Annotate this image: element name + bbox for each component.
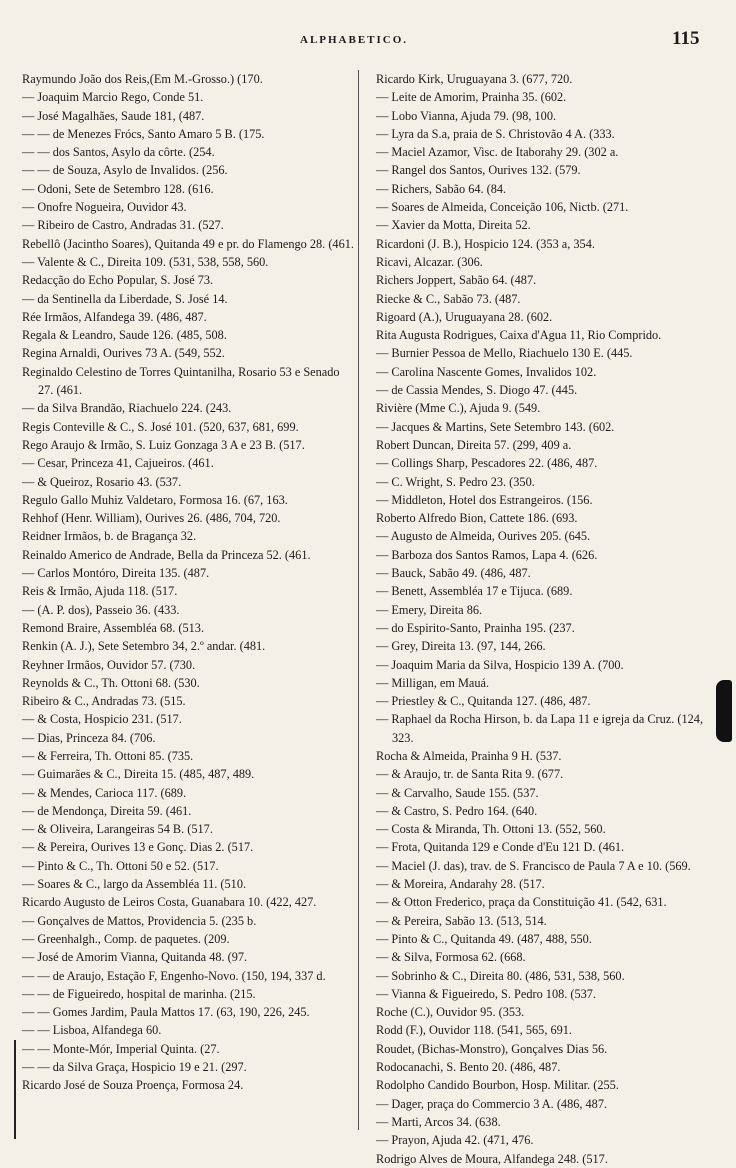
right-column bbox=[376, 70, 706, 1166]
directory-entry: Renkin (A. J.), Sete Setembro 34, 2.º andar. (481. bbox=[22, 639, 266, 654]
directory-entry: — Leite de Amorim, Prainha 35. (602. bbox=[376, 90, 567, 105]
directory-entry: Riecke & C., Sabão 73. (487. bbox=[376, 291, 521, 306]
directory-entry: — Lyra da S.a, praia de S. Christovão 4 A. (333. bbox=[376, 126, 615, 141]
directory-entry: — — de Araujo, Estação F, Engenho-Novo. (150, 194, 337 d. bbox=[22, 968, 326, 983]
directory-entry: — Collings Sharp, Pescadores 22. (486, 487. bbox=[376, 456, 598, 471]
directory-entry: — Dias, Princeza 84. (706. bbox=[22, 730, 156, 745]
directory-entry: — Pinto & C., Th. Ottoni 50 e 52. (517. bbox=[22, 858, 219, 873]
directory-entry: — Pinto & C., Quitanda 49. (487, 488, 550. bbox=[376, 931, 592, 946]
directory-entry: Rodolpho Candido Bourbon, Hosp. Militar. (255. bbox=[376, 1078, 619, 1093]
directory-entry: — & Moreira, Andarahy 28. (517. bbox=[376, 877, 545, 892]
directory-entry: — da Sentinella da Liberdade, S. José 14. bbox=[22, 291, 228, 306]
directory-entry: — José Magalhães, Saude 181, (487. bbox=[22, 108, 205, 123]
directory-entry: — Raphael da Rocha Hirson, b. da Lapa 11 e igreja da Cruz. (124, 323. bbox=[376, 712, 704, 745]
directory-entry: Remond Braire, Assembléa 68. (513. bbox=[22, 620, 205, 635]
directory-entry: Ricardoni (J. B.), Hospicio 124. (353 a, 354. bbox=[376, 236, 595, 251]
directory-entry: — Maciel (J. das), trav. de S. Francisco de Paula 7 A e 10. (569. bbox=[376, 858, 691, 873]
directory-entry: Rehhof (Henr. William), Ourives 26. (486, 704, 720. bbox=[22, 511, 281, 526]
page-number: 115 bbox=[672, 28, 700, 49]
directory-entry: — Middleton, Hotel dos Estrangeiros. (156. bbox=[376, 492, 593, 507]
page-header bbox=[0, 28, 736, 54]
directory-entry: Rocha & Almeida, Prainha 9 H. (537. bbox=[376, 748, 562, 763]
directory-entry: — Joaquim Marcio Rego, Conde 51. bbox=[22, 90, 204, 105]
directory-entry: — — dos Santos, Asylo da côrte. (254. bbox=[22, 145, 215, 160]
directory-entry: — — Lisboa, Alfandega 60. bbox=[22, 1023, 162, 1038]
directory-entry: — de Cassia Mendes, S. Diogo 47. (445. bbox=[376, 383, 578, 398]
running-title: ALPHABETICO. bbox=[300, 34, 409, 46]
directory-entry: — Xavier da Motta, Direita 52. bbox=[376, 218, 531, 233]
directory-entry: — Richers, Sabão 64. (84. bbox=[376, 181, 507, 196]
directory-entry: — & Otton Frederico, praça da Constituição 41. (542, 631. bbox=[376, 895, 667, 910]
directory-entry: Ricardo José de Souza Proença, Formosa 24. bbox=[22, 1078, 244, 1093]
directory-entry: Ricavi, Alcazar. (306. bbox=[376, 254, 483, 269]
directory-entry: Reis & Irmão, Ajuda 118. (517. bbox=[22, 584, 178, 599]
directory-entry: — Lobo Vianna, Ajuda 79. (98, 100. bbox=[376, 108, 557, 123]
directory-entry: Rée Irmãos, Alfandega 39. (486, 487. bbox=[22, 309, 207, 324]
directory-entry: — Cesar, Princeza 41, Cajueiros. (461. bbox=[22, 456, 214, 471]
directory-entry: — — de Menezes Frócs, Santo Amaro 5 B. (175. bbox=[22, 126, 265, 141]
directory-entry: Rego Araujo & Irmão, S. Luiz Gonzaga 3 A e 23 B. (517. bbox=[22, 437, 305, 452]
directory-entry: — Gonçalves de Mattos, Providencia 5. (235 b. bbox=[22, 913, 257, 928]
directory-entry: — Guimarães & C., Direita 15. (485, 487, 489. bbox=[22, 767, 255, 782]
directory-entry: Regis Conteville & C., S. José 101. (520, 637, 681, 699. bbox=[22, 419, 299, 434]
directory-entry: Ricardo Augusto de Leiros Costa, Guanabara 10. (422, 427. bbox=[22, 895, 317, 910]
directory-entry: — Soares de Almeida, Conceição 106, Nictb. (271. bbox=[376, 200, 629, 215]
directory-entry: — (A. P. dos), Passeio 36. (433. bbox=[22, 602, 180, 617]
directory-entry: Redacção do Echo Popular, S. José 73. bbox=[22, 273, 214, 288]
directory-entry: — & Mendes, Carioca 117. (689. bbox=[22, 785, 187, 800]
directory-entry: — Frota, Quitanda 129 e Conde d'Eu 121 D. (461. bbox=[376, 840, 625, 855]
directory-entry: — Soares & C., largo da Assembléa 11. (510. bbox=[22, 877, 247, 892]
left-column bbox=[22, 70, 354, 1130]
directory-entry: — & Costa, Hospicio 231. (517. bbox=[22, 712, 182, 727]
directory-entry: — & Castro, S. Pedro 164. (640. bbox=[376, 803, 538, 818]
directory-entry: — Benett, Assembléa 17 e Tijuca. (689. bbox=[376, 584, 573, 599]
directory-entry: — & Queiroz, Rosario 43. (537. bbox=[22, 474, 182, 489]
directory-entry: — — Gomes Jardim, Paula Mattos 17. (63, 190, 226, 245. bbox=[22, 1005, 310, 1020]
directory-entry: Rebellô (Jacintho Soares), Quitanda 49 e pr. do Flamengo 28. (461. bbox=[22, 236, 354, 251]
directory-entry: Rodocanachi, S. Bento 20. (486, 487. bbox=[376, 1060, 561, 1075]
directory-entry: Roche (C.), Ouvidor 95. (353. bbox=[376, 1005, 525, 1020]
directory-entry: — Odoni, Sete de Setembro 128. (616. bbox=[22, 181, 214, 196]
directory-entry: Regina Arnaldi, Ourives 73 A. (549, 552. bbox=[22, 346, 225, 361]
directory-entry: — Augusto de Almeida, Ourives 205. (645. bbox=[376, 529, 591, 544]
directory-entry: Rivière (Mme C.), Ajuda 9. (549. bbox=[376, 401, 541, 416]
binding-edge bbox=[14, 1040, 16, 1139]
directory-entry: — Vianna & Figueiredo, S. Pedro 108. (537. bbox=[376, 986, 597, 1001]
directory-entry: — da Silva Brandão, Riachuelo 224. (243. bbox=[22, 401, 232, 416]
directory-entry: — Valente & C., Direita 109. (531, 538, 558, 560. bbox=[22, 254, 269, 269]
directory-entry: Roberto Alfredo Bion, Cattete 186. (693. bbox=[376, 511, 578, 526]
directory-entry: — Barboza dos Santos Ramos, Lapa 4. (626. bbox=[376, 547, 598, 562]
directory-entry: — & Ferreira, Th. Ottoni 85. (735. bbox=[22, 748, 194, 763]
directory-entry: — Rangel dos Santos, Ourives 132. (579. bbox=[376, 163, 581, 178]
directory-entry: — — de Figueiredo, hospital de marinha. (215. bbox=[22, 986, 256, 1001]
directory-entry: Raymundo João dos Reis,(Em M.-Grosso.) (170. bbox=[22, 72, 263, 86]
directory-entry: — C. Wright, S. Pedro 23. (350. bbox=[376, 474, 535, 489]
directory-entry: Regala & Leandro, Saude 126. (485, 508. bbox=[22, 328, 227, 343]
directory-entry: — Grey, Direita 13. (97, 144, 266. bbox=[376, 639, 546, 654]
directory-entry: Reginaldo Celestino de Torres Quintanilha, Rosario 53 e Senado 27. (461. bbox=[22, 364, 340, 398]
directory-entry: Ricardo Kirk, Uruguayana 3. (677, 720. bbox=[376, 72, 573, 86]
directory-entry: — Costa & Miranda, Th. Ottoni 13. (552, 560. bbox=[376, 822, 606, 837]
directory-entry: Robert Duncan, Direita 57. (299, 409 a. bbox=[376, 437, 572, 452]
column-divider bbox=[358, 70, 359, 1130]
directory-entry: — Bauck, Sabão 49. (486, 487. bbox=[376, 566, 531, 581]
directory-entry: — Carolina Nascente Gomes, Invalidos 102. bbox=[376, 364, 597, 379]
directory-entry: — & Silva, Formosa 62. (668. bbox=[376, 950, 526, 965]
directory-entry: Reyhner Irmãos, Ouvidor 57. (730. bbox=[22, 657, 196, 672]
directory-entry: — José de Amorim Vianna, Quitanda 48. (97. bbox=[22, 950, 248, 965]
directory-entry: Richers Joppert, Sabão 64. (487. bbox=[376, 273, 537, 288]
directory-entry: — Onofre Nogueira, Ouvidor 43. bbox=[22, 200, 187, 215]
directory-entry: — Prayon, Ajuda 42. (471, 476. bbox=[376, 1133, 534, 1148]
directory-entry: Reidner Irmãos, b. de Bragança 32. bbox=[22, 529, 197, 544]
directory-entry: Rodrigo Alves de Moura, Alfandega 248. (517. bbox=[376, 1151, 608, 1166]
directory-entry: — Marti, Arcos 34. (638. bbox=[376, 1114, 501, 1129]
directory-entry: — Greenhalgh., Comp. de paquetes. (209. bbox=[22, 931, 230, 946]
directory-entry: — Priestley & C., Quitanda 127. (486, 487. bbox=[376, 694, 591, 709]
directory-entry: — Emery, Direita 86. bbox=[376, 602, 483, 617]
directory-entry: Reynolds & C., Th. Ottoni 68. (530. bbox=[22, 675, 200, 690]
directory-entry: — — Monte-Mór, Imperial Quinta. (27. bbox=[22, 1041, 220, 1056]
directory-entry: — de Mendonça, Direita 59. (461. bbox=[22, 803, 192, 818]
directory-entry: — — da Silva Graça, Hospicio 19 e 21. (297. bbox=[22, 1060, 247, 1075]
directory-entry: — Dager, praça do Commercio 3 A. (486, 487. bbox=[376, 1096, 608, 1111]
ink-blot bbox=[716, 680, 732, 742]
directory-entry: — Ribeiro de Castro, Andradas 31. (527. bbox=[22, 218, 224, 233]
directory-entry: — Sobrinho & C., Direita 80. (486, 531, 538, 560. bbox=[376, 968, 625, 983]
directory-entry: Regulo Gallo Muhiz Valdetaro, Formosa 16. (67, 163. bbox=[22, 492, 288, 507]
directory-entry: — Maciel Azamor, Visc. de Itaborahy 29. (302 a. bbox=[376, 145, 619, 160]
directory-entry: Rigoard (A.), Uruguayana 28. (602. bbox=[376, 309, 553, 324]
directory-entry: Rita Augusta Rodrigues, Caixa d'Agua 11, Rio Comprido. bbox=[376, 328, 662, 343]
directory-entry: — & Araujo, tr. de Santa Rita 9. (677. bbox=[376, 767, 564, 782]
directory-entry: — do Espirito-Santo, Prainha 195. (237. bbox=[376, 620, 575, 635]
directory-entry: — Burnier Pessoa de Mello, Riachuelo 130 E. (445. bbox=[376, 346, 633, 361]
directory-entry: — & Oliveira, Larangeiras 54 B. (517. bbox=[22, 822, 213, 837]
directory-entry: Roudet, (Bichas-Monstro), Gonçalves Dias 56. bbox=[376, 1041, 608, 1056]
directory-entry: — Joaquim Maria da Silva, Hospicio 139 A. (700. bbox=[376, 657, 624, 672]
directory-entry: Reinaldo Americo de Andrade, Bella da Princeza 52. (461. bbox=[22, 547, 311, 562]
directory-entry: — & Carvalho, Saude 155. (537. bbox=[376, 785, 539, 800]
directory-entry: — Carlos Montóro, Direita 135. (487. bbox=[22, 566, 210, 581]
directory-entry: — & Pereira, Sabão 13. (513, 514. bbox=[376, 913, 547, 928]
directory-entry: Rodd (F.), Ouvidor 118. (541, 565, 691. bbox=[376, 1023, 572, 1038]
directory-entry: Ribeiro & C., Andradas 73. (515. bbox=[22, 694, 186, 709]
directory-entry: — Milligan, em Mauá. bbox=[376, 675, 490, 690]
directory-entry: — Jacques & Martins, Sete Setembro 143. (602. bbox=[376, 419, 615, 434]
directory-entry: — — de Souza, Asylo de Invalidos. (256. bbox=[22, 163, 228, 178]
directory-entry: — & Pereira, Ourives 13 e Gonç. Dias 2. (517. bbox=[22, 840, 254, 855]
